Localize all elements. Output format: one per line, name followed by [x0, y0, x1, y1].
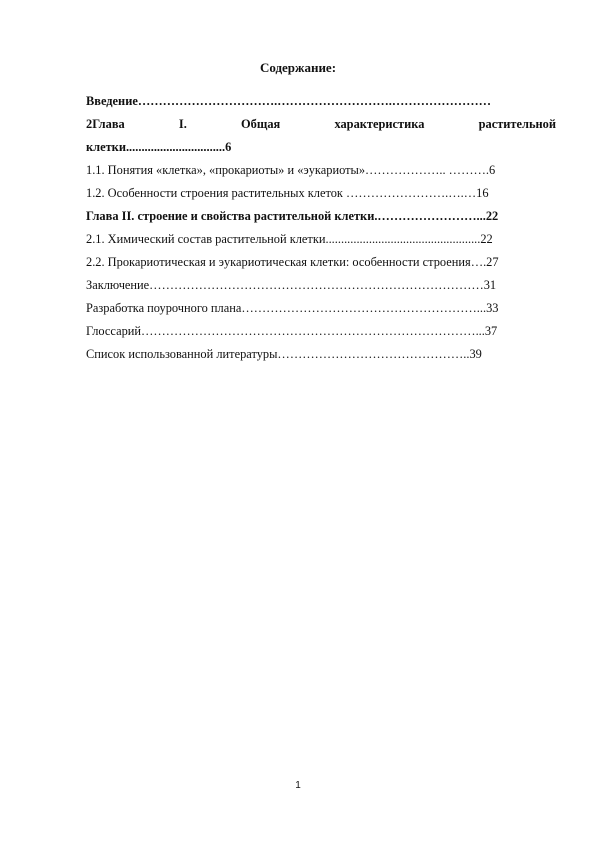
toc-entry-glossary: Глоссарий………………………………………………………………………...37 [86, 324, 498, 338]
toc-chapter1-word: Общая [241, 117, 281, 131]
toc-chapter1-word: характеристика [334, 117, 425, 131]
toc-entry-2-1: 2.1. Химический состав растительной клетки..................................................22 [86, 232, 493, 246]
toc-entry-chapter2: Глава II. строение и свойства растительной клетки.……………………...22 [86, 209, 499, 223]
toc-chapter1-word: I. [178, 117, 187, 131]
toc-entry-1-1: 1.1. Понятия «клетка», «прокариоты» и «эукариоты»……………….. ……….6 [86, 163, 496, 177]
toc-chapter1-word: растительной [478, 117, 556, 131]
table-of-contents [86, 90, 556, 366]
toc-entry-chapter1 [86, 113, 556, 136]
page-number: 1 [295, 780, 301, 791]
toc-entry-1-2: 1.2. Особенности строения растительных клеток …………………….….…16 [86, 186, 489, 200]
toc-title: Содержание: [259, 60, 337, 75]
toc-entry-conclusion: Заключение………………………………………………………………………31 [86, 278, 497, 292]
toc-entry-lesson-plan: Разработка поурочного плана…………………………………………………...33 [86, 301, 499, 315]
toc-entry-references: Список использованной литературы………………………………………..39 [86, 347, 482, 361]
toc-entry-intro: Введение…………………………….……………………….…………………… [86, 94, 491, 108]
toc-entry-2-2: 2.2. Прокариотическая и эукариотическая клетки: особенности строения….27 [86, 255, 499, 269]
toc-chapter1-word: 2Глава [86, 117, 125, 131]
toc-entry-chapter1-continued: клетки................................6 [86, 140, 232, 154]
